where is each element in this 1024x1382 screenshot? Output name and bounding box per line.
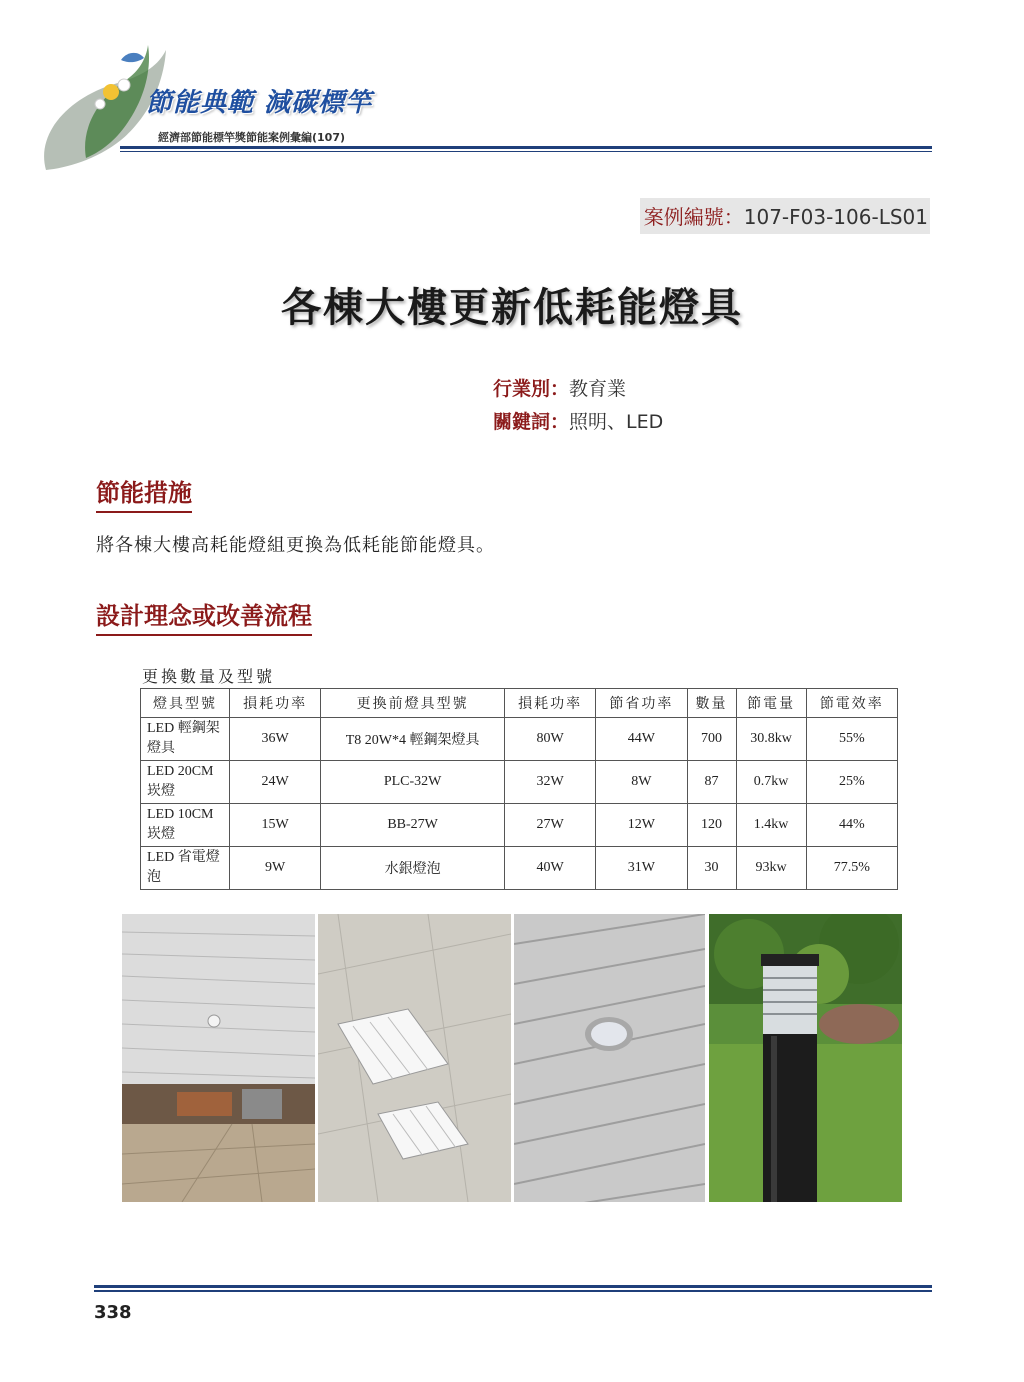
case-number-value: 107-F03-106-LS01 [743,205,928,229]
section-heading-measures: 節能措施 [96,473,192,513]
measures-text: 將各棟大樓高耗能燈組更換為低耗能節能燈具。 [96,535,495,556]
table-row [141,847,898,890]
section-heading-design: 設計理念或改善流程 [96,596,312,636]
table-cell: 80W [504,718,595,761]
table-row [141,718,898,761]
footer-divider [94,1285,932,1288]
table-cell: 700 [687,718,736,761]
table-cell: 12W [596,804,687,847]
table-header-cell: 數量 [687,689,736,718]
table-cell: 30.8kw [736,718,806,761]
keywords-label: 關鍵詞： [493,411,570,433]
table-row [141,761,898,804]
table-cell: 36W [230,718,321,761]
brand-title: 節能典範 減碳標竿 [146,88,373,118]
table-cell: 15W [230,804,321,847]
table-cell: 水銀燈泡 [321,847,505,890]
table-header-cell: 節省功率 [596,689,687,718]
header-divider-thin [120,151,932,152]
table-cell: 8W [596,761,687,804]
table-cell: 93kw [736,847,806,890]
table-cell: 120 [687,804,736,847]
table-cell: T8 20W*4 輕鋼架燈具 [321,718,505,761]
table-header-cell: 更換前燈具型號 [321,689,505,718]
industry-label: 行業別： [493,378,570,400]
keywords-value: 照明、LED [569,411,664,433]
table-caption: 更換數量及型號 [142,667,276,686]
photo-garden-bollard-light [709,914,902,1202]
table-cell: LED 10CM 崁燈 [141,804,230,847]
brand-subtitle: 經濟部節能標竿獎節能案例彙編(107) [158,131,346,144]
table-header-cell: 節電量 [736,689,806,718]
table-cell: 31W [596,847,687,890]
page-title: 各棟大樓更新低耗能燈具 [281,285,743,331]
table-cell: 32W [504,761,595,804]
keywords-line [493,407,663,434]
photo-corridor-ceiling [122,914,315,1202]
table-cell: PLC-32W [321,761,505,804]
table-cell: 30 [687,847,736,890]
table-header-cell: 節電效率 [806,689,897,718]
table-cell: 0.7kw [736,761,806,804]
table-cell: 55% [806,718,897,761]
table-cell: 40W [504,847,595,890]
table-cell: 1.4kw [736,804,806,847]
table-cell: 87 [687,761,736,804]
table-cell: LED 20CM 崁燈 [141,761,230,804]
table-cell: 27W [504,804,595,847]
case-number [640,198,930,234]
table-cell: 25% [806,761,897,804]
table-header-cell: 損耗功率 [230,689,321,718]
table-row [141,804,898,847]
table-cell: 44W [596,718,687,761]
table-cell: 77.5% [806,847,897,890]
lamp-replacement-table [140,688,898,890]
table-header-cell: 燈具型號 [141,689,230,718]
table-cell: 24W [230,761,321,804]
table-cell: 44% [806,804,897,847]
table-cell: 9W [230,847,321,890]
photo-troffer-lights [318,914,511,1202]
table-header-row [141,689,898,718]
footer-divider-thin [94,1290,932,1292]
table-cell: LED 輕鋼架燈具 [141,718,230,761]
table-cell: BB-27W [321,804,505,847]
case-number-label: 案例編號： [643,205,744,229]
industry-line [493,374,626,401]
photo-downlight [514,914,705,1202]
page-number: 338 [94,1302,132,1323]
industry-value: 教育業 [569,378,627,400]
table-header-cell: 損耗功率 [504,689,595,718]
table-cell: LED 省電燈泡 [141,847,230,890]
header-divider [120,146,932,149]
